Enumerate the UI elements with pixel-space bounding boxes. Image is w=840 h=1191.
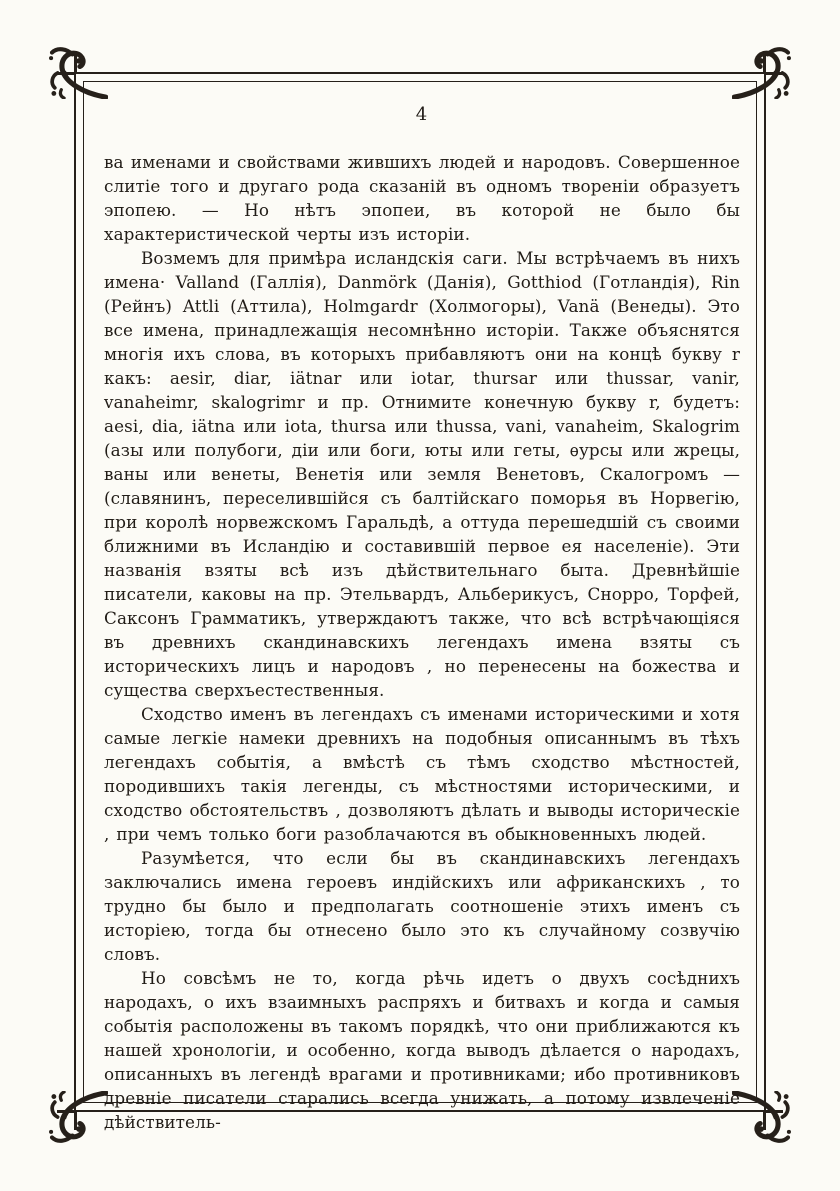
paragraph-1: ва именами и свойствами жившихъ людей и народовъ. Совершенное слитіе того и другаго рода сказаній въ одномъ твореніи образуетъ эпопею. — Но нѣтъ эпопеи, въ которой не было бы характеристической черты изъ исторіи. xyxy=(104,152,740,244)
corner-flourish-icon xyxy=(732,47,792,99)
paragraph-5: Но совсѣмъ не то, когда рѣчь идетъ о двухъ сосѣднихъ народахъ, о ихъ взаимныхъ распряхъ и битвахъ и когда и самыя событія расположены въ такомъ порядкѣ, что они приближаются къ нашей хронологіи, и особенно, когда выводъ дѣлается о народахъ, описанныхъ въ легендѣ врагами и противниками; ибо противниковъ древніе писатели старались всегда унижать, а потому извлеченіе дѣйствитель- xyxy=(104,968,740,1132)
corner-flourish-icon xyxy=(48,1091,108,1143)
paragraph-2: Возмемъ для примѣра исландскія саги. Мы встрѣчаемъ въ нихъ имена· Valland (Галлія), Danmörk (Данія), Gotthiod (Готландія), Rin (Рейнъ) Attli (Аттила), Holmgardr (Холмогоры), Vanä (Венеды). Это все имена, принадлежащія несомнѣнно исторіи. Также объяснятся многія ихъ слова, въ которыхъ прибавляютъ они на концѣ букву r какъ: aesir, diar, iätnar или iotar, thursar или thussar, vanir, vanaheimr, skalogrimr и пр. Отнимите конечную букву r, будетъ: aesi, dia, iätna или iota, thursa или thussa, vani, vanaheim, Skalogrim (азы или полубоги, діи или боги, юты или геты, ѳурсы или жрецы, ваны или венеты, Венетія или земля Венетовъ, Скалогромъ — (славянинъ, переселившійся съ балтійскаго поморья въ Норвегію, при королѣ норвежскомъ Гаральдѣ, а оттуда перешедшій съ своими ближними въ Исландію и составившій первое ея населеніе). Эти названія взяты всѣ изъ дѣйствительнаго быта. Древнѣйшіе писатели, каковы на пр. Этельвардъ, Альберикусъ, Снорро, Торфей, Саксонъ Грамматикъ, утверждаютъ также, что всѣ встрѣчающіяся въ древнихъ скандинавскихъ легендахъ имена взяты съ историческихъ лицъ и народовъ , но перенесены на божества и существа сверхъестественныя. xyxy=(104,248,740,700)
paragraph-3: Сходство именъ въ легендахъ съ именами историческими и хотя самые легкіе намеки древнихъ на подобныя описаннымъ въ тѣхъ легендахъ событія, а вмѣстѣ съ тѣмъ сходство мѣстностей, породившихъ такія легенды, съ мѣстностями историческими, и сходство обстоятельствъ , дозволяютъ дѣлать и выводы историческіе , при чемъ только боги разоблачаются въ обыкновенныхъ людей. xyxy=(104,704,740,844)
text-block xyxy=(104,150,740,1134)
paragraph-4: Разумѣется, что если бы въ скандинавскихъ легендахъ заключались имена героевъ индійскихъ или африканскихъ , то трудно бы было и предполагать соотношеніе этихъ именъ съ исторіею, тогда бы отнесено было это къ случайному созвучію словъ. xyxy=(104,848,740,964)
corner-flourish-icon xyxy=(732,1091,792,1143)
page-number: 4 xyxy=(415,104,429,125)
corner-flourish-icon xyxy=(48,47,108,99)
